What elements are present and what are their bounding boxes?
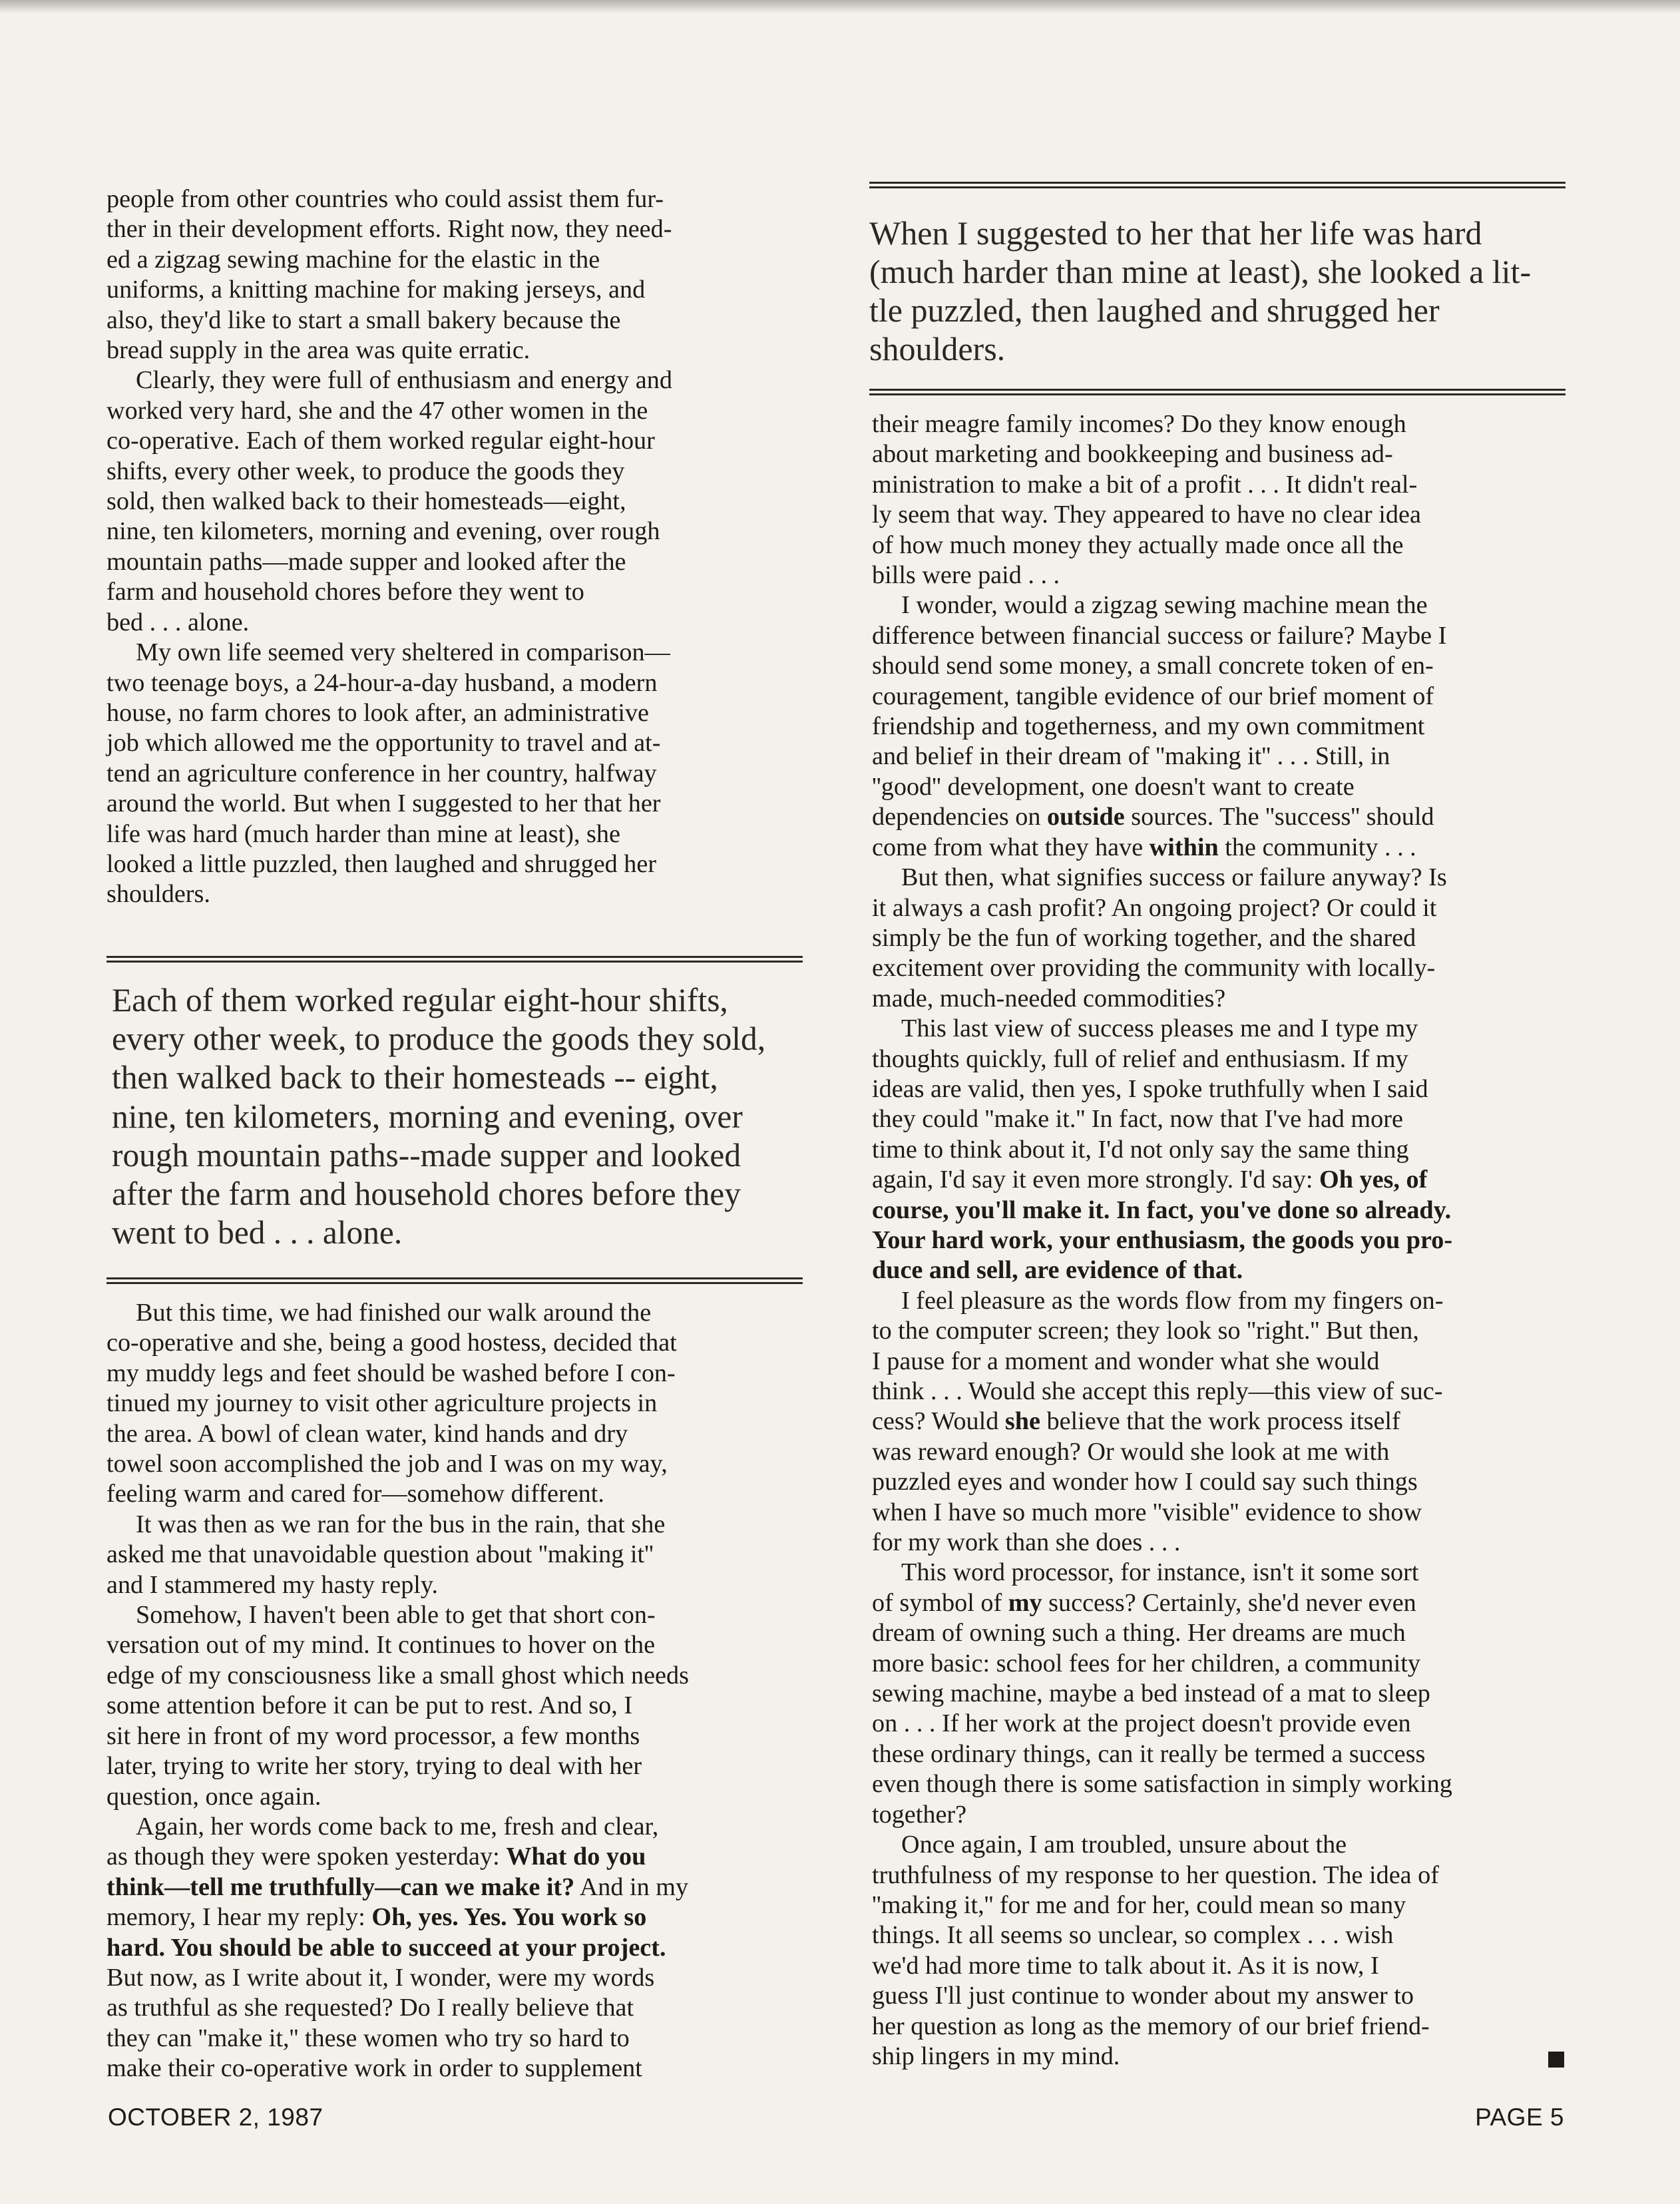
footer-date: OCTOBER 2, 1987 [108, 2103, 323, 2131]
paragraph [106, 1812, 803, 2084]
pull-quote-left: Each of them worked regular eight-hour shifts, every other week, to produce the goods they sold, then walked back to their homesteads -- eight, nine, ten kilometers, morning and evening, over rough mountain paths--made supper and looked after the farm and household chores before they went to bed . . . alone. [106, 956, 803, 1284]
text-run: sources. The ''success'' should come from what they have [872, 803, 1434, 861]
paragraph: their meagre family incomes? Do they know enough about marketing and bookkeeping and business ad- ministration to make a bit of a profit . . . It didn't real- ly seem that way. They appeared to have no clear idea of how much money they actually made once all the bills were paid . . . [872, 410, 1421, 590]
bold-word: my [1008, 1588, 1042, 1617]
text-run: But now, as I write about it, I wonder, were my words as truthful as she requested? Do I really believe that they can ''make it,'' these women who try so hard to make their co-operative work in order to supplement [106, 1963, 655, 2083]
paragraph: But then, what signifies success or failure anyway? Is it always a cash profit? An ongoing project? Or could it simply be the fun of working together, and the shared excitement over providing the community with locally- made, much-needed commodities? [872, 863, 1447, 1012]
text-run: the community . . . [1218, 833, 1416, 861]
bold-word: outside [1046, 803, 1125, 831]
text-run: believe that the work process itself was reward enough? Or would she look at me with puzzled eyes and wonder how I could say such things when I have so much more ''visible'' evidence to show for my work than she does . . . [872, 1407, 1422, 1557]
bold-quote: Oh yes, of course, you'll make it. In fact, you've done so already. Your hard work, your enthusiasm, the goods you pro- duce and sell, are evidence of that. [872, 1166, 1453, 1285]
left-column-lower [106, 1298, 803, 2084]
footer-page-number: PAGE 5 [1475, 2103, 1564, 2131]
bold-word: she [1004, 1407, 1040, 1436]
text-run: And in my memory, I hear my reply: [106, 1873, 689, 1932]
text-run: This last view of success pleases me and I type my thoughts quickly, full of relief and enthusiasm. If my ideas are valid, then yes, I spoke truthfully when I said they could ''make it.'' In fact, now that I've had more time to think about it, I'd not only say the same thing again, I'd say it even more strongly. I'd say: [872, 1014, 1428, 1194]
right-column [872, 409, 1564, 2072]
paragraph [872, 1830, 1564, 2072]
left-column-upper [106, 184, 803, 910]
text-run: I feel pleasure as the words flow from my fingers on- to the computer screen; they look so ''right.'' But then, I pause for a moment and wonder what she would think . . . Would she accept this reply—this view of suc- cess? Would [872, 1286, 1444, 1436]
paragraph [872, 1014, 1564, 1286]
paragraph: Clearly, they were full of enthusiasm and energy and worked very hard, she and the 47 other women in the co-operative. Each of them worked regular eight-hour shifts, every other week, to produce the goods they sold, then walked back to their homesteads—eight, nine, ten kilometers, morning and evening, over rough mountain paths—made supper and looked after the farm and household chores before they went to bed . . . alone. [106, 366, 672, 636]
text-run: I wonder, would a zigzag sewing machine mean the difference between financial success or failure? Maybe I should send some money, a small concrete token of en- couragement, tangible evidence of our brief moment of friendship and togetherness, and my own commitment and belief in their dream of ''making it'' . . . Still, in ''good'' development, one doesn't want to create dependencies on [872, 591, 1447, 831]
paragraph: My own life seemed very sheltered in comparison— two teenage boys, a 24-hour-a-day husband, a modern house, no farm chores to look after, an administrative job which allowed me the opportunity to travel and at- tend an agriculture conference in her country, halfway around the world. But when I suggested to her that her life was hard (much harder than mine at least), she looked a little puzzled, then laughed and shrugged her shoulders. [106, 638, 670, 909]
paragraph [872, 1558, 1564, 1830]
end-of-story-mark [1548, 2052, 1564, 2068]
text-run: Again, her words come back to me, fresh and clear, as though they were spoken yesterday: [106, 1812, 659, 1871]
bold-quote: What do you think—tell me truthfully—can we make it? [106, 1843, 646, 1901]
paragraph: It was then as we ran for the bus in the rain, that she asked me that unavoidable question about ''making it'' and I stammered my hasty reply. [106, 1510, 666, 1599]
bold-word: within [1149, 833, 1219, 861]
pull-quote-right: When I suggested to her that her life was hard (much harder than mine at least), she looked a lit- tle puzzled, then laughed and shrugged her shoulders. [869, 182, 1566, 395]
bold-quote: Oh, yes. Yes. You work so hard. You should be able to succeed at your project. [106, 1903, 666, 1962]
text-run: Once again, I am troubled, unsure about the truthfulness of my response to her question. The idea of ''making it,'' for me and for her, could mean so many things. It all seems so unclear, so complex . . . wish we'd had more time to talk about it. As it is now, I guess I'll just continue to wonder about my answer to her question as long as the memory of our brief friend- ship lingers in my mind. [872, 1831, 1439, 2070]
paragraph [872, 590, 1564, 863]
paragraph: But this time, we had finished our walk around the co-operative and she, being a good hostess, decided that my muddy legs and feet should be washed before I con- tinued my journey to visit other agriculture projects in the area. A bowl of clean water, kind hands and dry towel soon accomplished the job and I was on my way, feeling warm and cared for—somehow different. [106, 1299, 677, 1508]
text-run: success? Certainly, she'd never even dream of owning such a thing. Her dreams are much more basic: school fees for her children, a community sewing machine, maybe a bed instead of a mat to sleep on . . . If her work at the project doesn't provide even these ordinary things, can it really be termed a success even though there is some satisfaction in simply working together? [872, 1588, 1452, 1829]
scan-edge [0, 0, 1680, 13]
text-run: This word processor, for instance, isn't it some sort of symbol of [872, 1558, 1419, 1617]
paragraph: Somehow, I haven't been able to get that short con- versation out of my mind. It continues to hover on the edge of my consciousness like a small ghost which needs some attention before it can be put to rest. And so, I sit here in front of my word processor, a few months later, trying to write her story, trying to deal with her question, once again. [106, 1601, 689, 1811]
paragraph [872, 1286, 1564, 1558]
paragraph: people from other countries who could assist them fur- ther in their development efforts. Right now, they need- ed a zigzag sewing machine for the elastic in the uniforms, a knitting machine for making jerseys, and also, they'd like to start a small bakery because the bread supply in the area was quite erratic. [106, 185, 672, 365]
